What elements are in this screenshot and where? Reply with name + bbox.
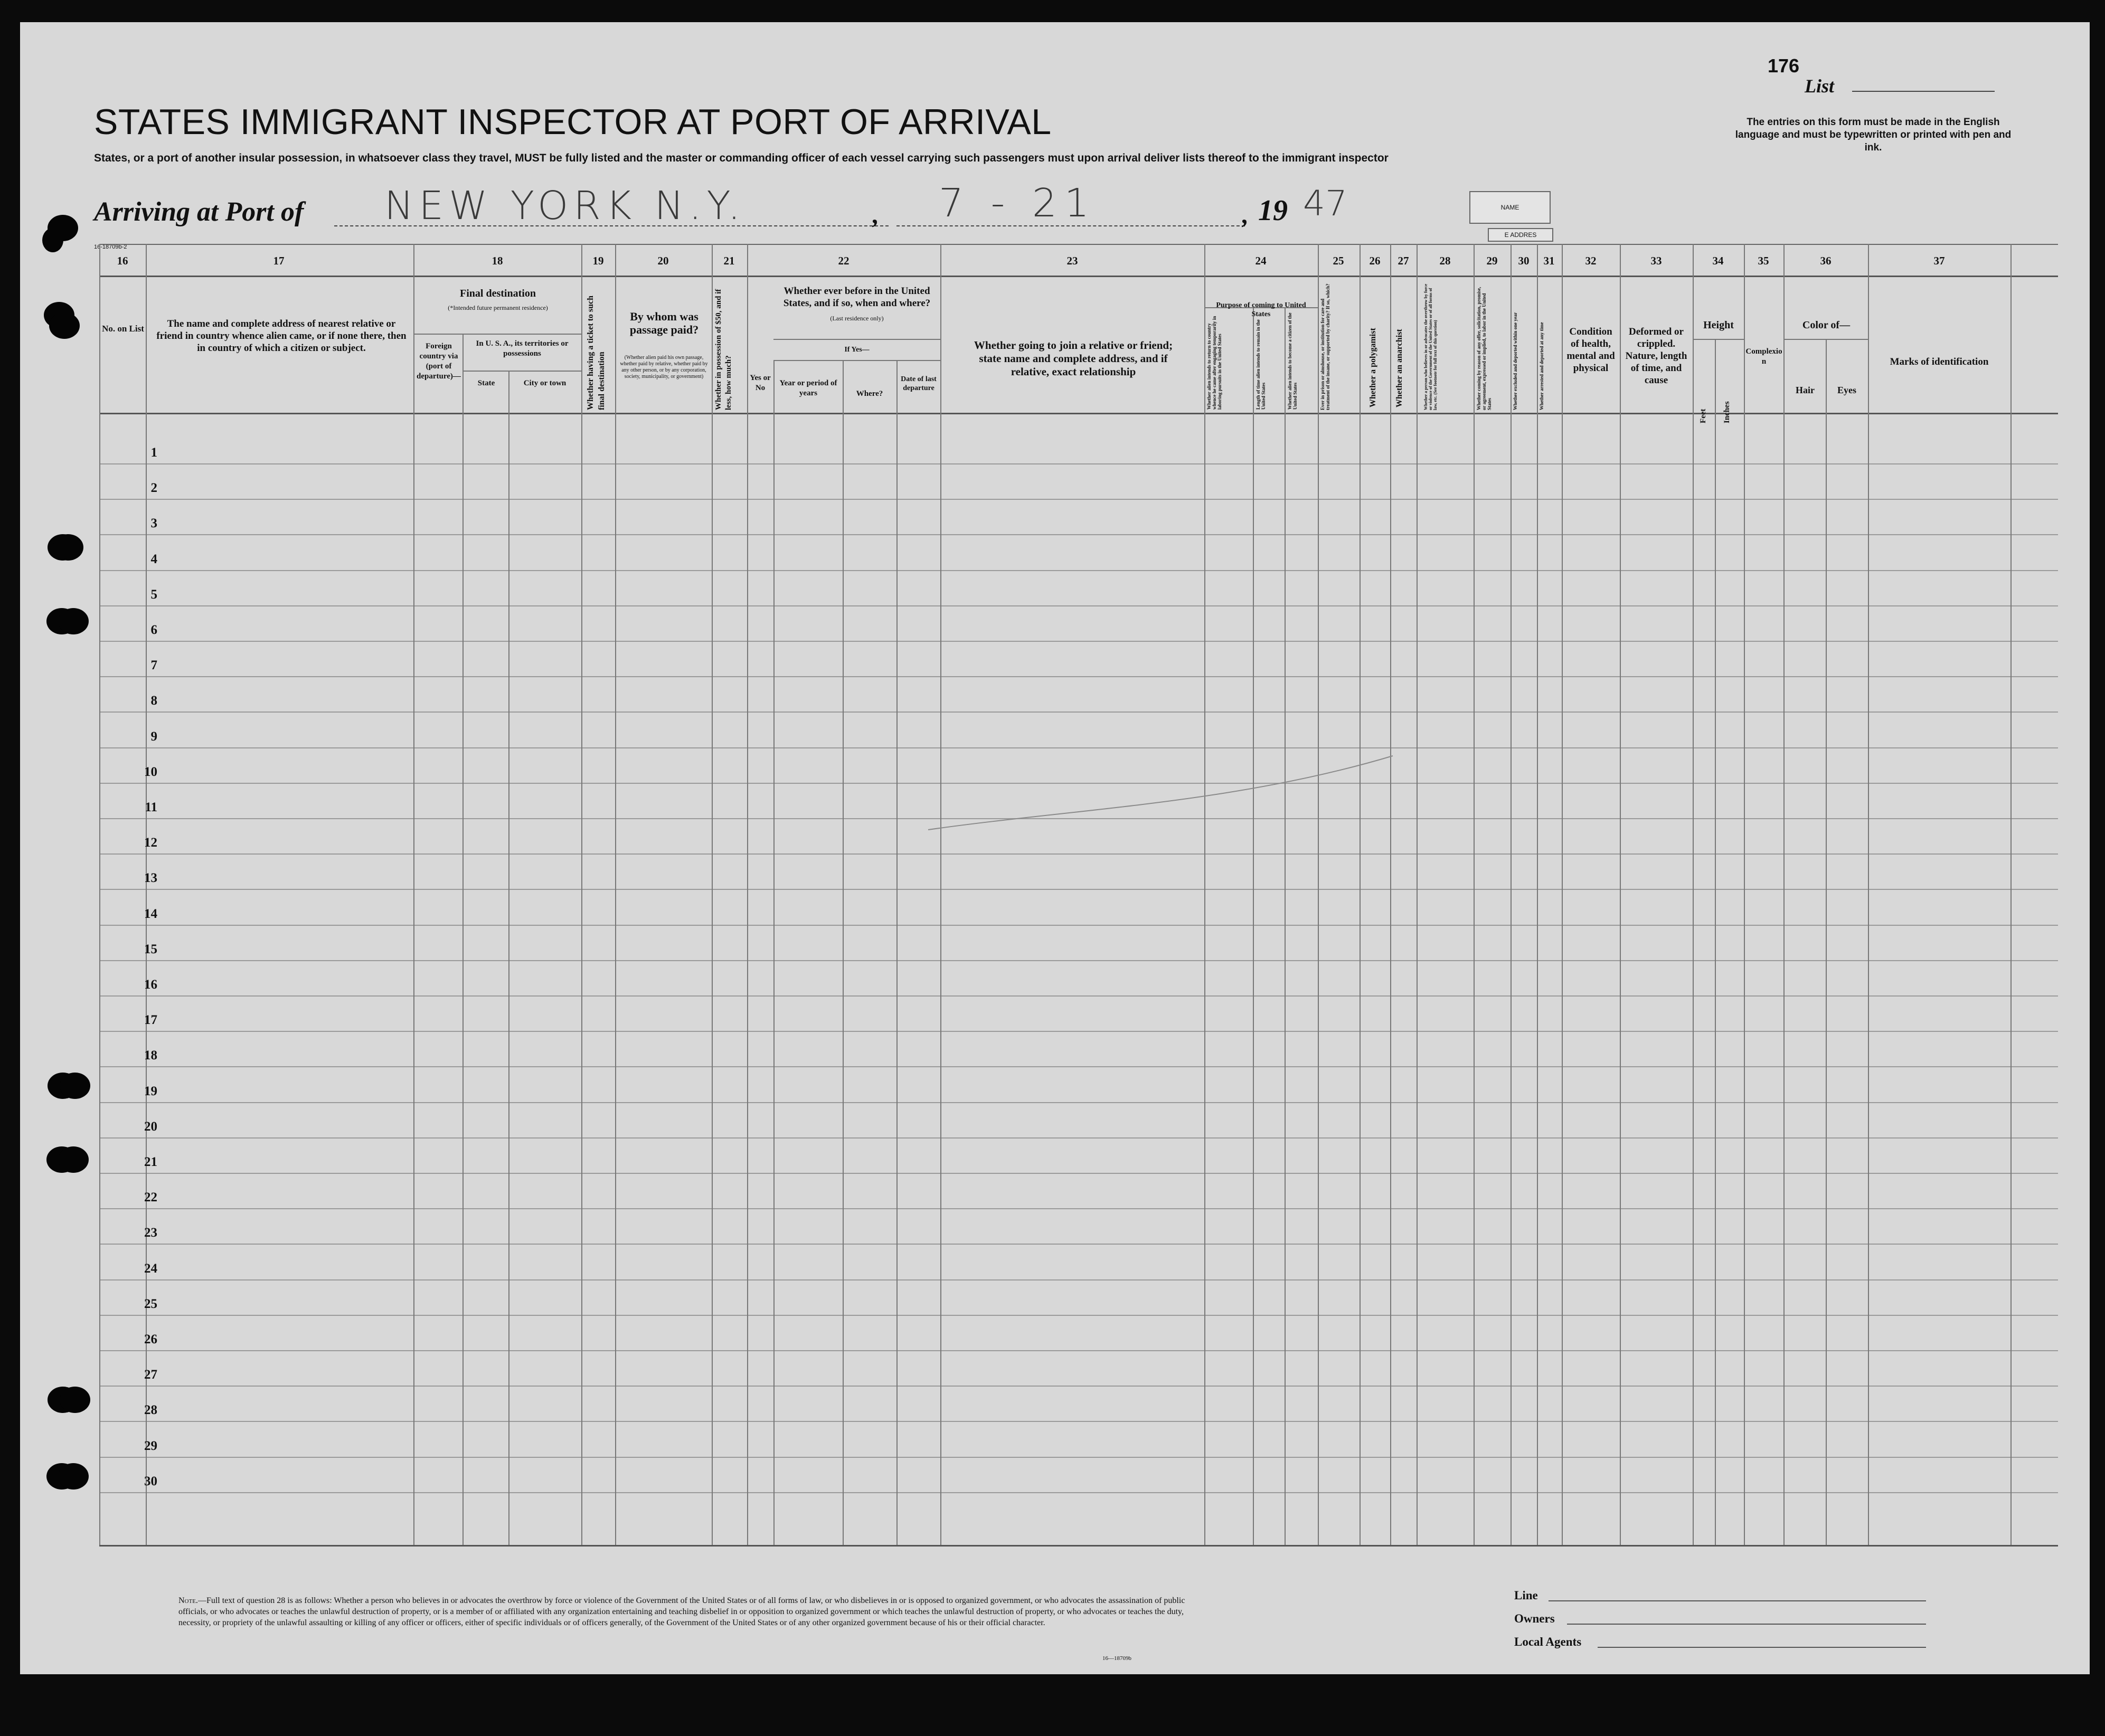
table-row (99, 712, 2058, 713)
col24-citizen: Whether alien intends to become a citizen of the United States (1287, 312, 1298, 410)
row-number: 13 (144, 871, 157, 885)
col31-header: Whether arrested and deported at any time (1539, 322, 1544, 410)
col-number: 30 (1518, 254, 1530, 267)
table-row (99, 1457, 2058, 1458)
col18-city: City or town (523, 379, 567, 387)
date-value: 7 - 21 (939, 181, 1097, 226)
table-bottom-rule (99, 1545, 2058, 1547)
row-number: 24 (144, 1261, 157, 1276)
arriving-label: Arriving at Port of (94, 197, 304, 227)
row-number: 23 (144, 1226, 157, 1240)
footnote (178, 1595, 1213, 1628)
col22-subtitle: (Last residence only) (830, 315, 884, 322)
table-row (99, 463, 2058, 464)
row-number: 17 (144, 1013, 157, 1027)
table-row (99, 534, 2058, 535)
punch-hole (42, 228, 63, 252)
col37-header: Marks of identification (1890, 356, 1989, 367)
col33-header: Deformed or crippled. Nature, length of time, and cause (1625, 326, 1687, 386)
col-number: 20 (657, 254, 669, 267)
row-number: 20 (144, 1120, 157, 1134)
table-body-rule (99, 413, 2058, 414)
stamp-name: NAME (1469, 191, 1551, 224)
col18-subtitle: (*Intended future permanent residence) (448, 304, 548, 311)
punch-hole (58, 1463, 89, 1490)
row-number: 15 (144, 942, 157, 956)
row-number: 9 (150, 729, 157, 744)
row-number: 18 (144, 1048, 157, 1063)
col-number: 25 (1333, 254, 1344, 267)
col-number: 28 (1439, 254, 1451, 267)
col-number: 17 (273, 254, 285, 267)
list-number-line (1852, 91, 1995, 92)
col16-header: No. on List (102, 324, 144, 334)
col24-length: Length of time alien intends to remain in the United States (1256, 319, 1266, 410)
col22-year: Year or period of years (779, 379, 837, 397)
col34-inches: Inches (1723, 401, 1731, 423)
col-number: 22 (838, 254, 849, 267)
line-label: Line (1514, 1589, 1538, 1602)
col24-title: Purpose of coming to United States (1216, 301, 1306, 318)
col25-header: Ever in prison or almshouse, or institution for care and treatment of the insane, or supported by charity? If so, which? (1320, 283, 1330, 410)
row-number: 22 (144, 1190, 157, 1204)
list-number: 176 (1768, 55, 1800, 77)
table-row (99, 889, 2058, 890)
table-row (99, 925, 2058, 926)
row-number: 26 (144, 1332, 157, 1346)
footnote-label: Note. (178, 1596, 198, 1605)
col19-header: Whether having a ticket to such final destination (586, 295, 606, 410)
row-number: 19 (144, 1084, 157, 1098)
form-code: 16-18709b-2 (94, 244, 127, 250)
col-number: 19 (592, 254, 604, 267)
table-row (99, 570, 2058, 571)
col-number: 16 (117, 254, 128, 267)
table-row (99, 1315, 2058, 1316)
col36-eyes: Eyes (1837, 385, 1856, 395)
port-value: NEW YORK N.Y. (384, 183, 746, 229)
col28-header: Whether a person who believes in or advocates the overthrow by force or violence of the Government of the United States or of all forms of law, etc. (See footnote for full text of this question) (1423, 283, 1438, 410)
col22-where: Where? (856, 390, 883, 398)
row-number: 25 (144, 1297, 157, 1311)
col22-if-yes: If Yes— (844, 346, 870, 354)
row-number: 2 (150, 481, 157, 495)
col18-title: Final destination (460, 288, 536, 299)
col17-header: The name and complete address of nearest relative or friend in country whence alien came, or if none there, then in country of which a citizen or subject. (156, 318, 407, 354)
col-number: 23 (1066, 254, 1078, 267)
table-header-rule (99, 276, 2058, 277)
table-row (99, 1137, 2058, 1139)
table-row (99, 1031, 2058, 1032)
col-number: 18 (492, 254, 503, 267)
col-number: 29 (1486, 254, 1498, 267)
punch-hole (58, 608, 89, 634)
col21-header: Whether in possession of $50, and if less, how much? (714, 289, 733, 410)
table-row (99, 1102, 2058, 1103)
col-number: 32 (1585, 254, 1597, 267)
col27-header: Whether an anarchist (1395, 329, 1404, 407)
col-number: 27 (1398, 254, 1409, 267)
form-title: STATES IMMIGRANT INSPECTOR AT PORT OF ARRIVAL (94, 102, 1052, 142)
row-number: 3 (150, 516, 157, 530)
row-number: 12 (144, 836, 157, 850)
year-value: 47 (1303, 183, 1347, 224)
owners-field[interactable] (1567, 1624, 1926, 1625)
line-field[interactable] (1549, 1600, 1926, 1601)
col24-return: Whether alien intends to return to country whence he came after engaging temporarily in laboring pursuits in the United States (1206, 316, 1222, 410)
table-row (99, 605, 2058, 606)
manifest-sheet: 176 List STATES IMMIGRANT INSPECTOR AT PORT OF ARRIVAL States, or a port of another insular possession, in whatsoever class they travel, MUST be fully listed and the master or commanding officer of each vessel carrying such passengers must upon arrival deliver lists thereof to the immigrant inspector The entries on this form must be made in the English language and must be typewritten or printed with pen and ink. Arriving at Port of NEW YORK N.Y. , 7 - 21 , 19 47 NAME E ADDRES 16-18709b-2 16 17 18 19 20 21 22 23 24 25 26 27 28 29 30 31 32 33 34 35 36 37 No. on List The name and complete address of nearest relative or friend in country whence alien came, or if none there, then in country of which a citizen or subject. Final destination (*Intended future permanent residence) Foreign country via (port of departure)— In U. S. A., its territories or possessions State City or town Whether having a ticket to such final destination By whom was passage paid? (Whether alien paid his own passage, whether paid by relative, whether paid by any other person, or by any corporation, society, municipality, or government) Whether in possession of $50, and if less, how much? Whether ever before in the United States, and if so, when and where? (Last residence only) If Yes— Yes or No Year or period of years Where? Date of last departure Whether going to join a relative or friend; state name and complete address, and if relative, exact relationship Purpose of coming to United States Whether alien intends to return to country whence he came after engaging temporarily in laboring pursuits in the United States Length of time alien intends to remain in the United States Whether alien intends to become a citizen of the United States Ever in prison or almshouse, or institution for care and treatment of the insane, or supported by charity? If so, which? Whether a polygamist Whether an anarchist Whether a person who believes in or advocates the overthrow by force or violence of the Government of the United States or of all forms of law, etc. (See footnote for full text of this question) Whether coming by reason of any offer, solicitation, promise, or agreement, expressed or implied, to labor in the United States Whether excluded and deported within one year Whether arrested and deported at any time Condition of health, mental and physical Deformed or crippled. Nature, length of time, and cause Height Feet Inches Complexion Color of— Hair Eyes Marks of identification 1 2 3 4 5 6 7 8 9 10 11 12 13 14 15 16 17 18 19 20 21 22 23 24 25 26 27 28 29 30 Note.—Full text of question 28 is as follows: Whether a person who believes in or advocates the overthrow by force or violence of the Government of the United States or of all forms of law, or who disbelieves in or is opposed to organized government, or who advocates the assassination of public officials, or who advocates or teaches the unlawful destruction of property, or is a member of or affiliated with any organization entertaining and teaching disbelief in or opposition to organized government or which teaches the unlawful destruction of property, or who advocates or teaches the duty, necessity, or propriety of the unlawful assaulting or killing of any officer or officers, either of specific individuals or of officers generally, of the Government of the United States or of any other organized government because of his or their official character. 16—18709b Line Owners Local Agents (20, 22, 2090, 1674)
table-row (99, 960, 2058, 961)
col18-usa: In U. S. A., its territories or possessions (476, 339, 569, 358)
stamp-address: E ADDRES (1488, 228, 1553, 242)
year-prefix: 19 (1258, 194, 1288, 227)
form-subtitle: States, or a port of another insular possession, in whatsoever class they travel, MUST be fully listed and the master or commanding officer of each vessel carrying such passengers must upon arrival deliver lists thereof to the immigrant inspector (94, 152, 1389, 164)
col36-hair: Hair (1796, 385, 1815, 395)
col34-title: Height (1703, 319, 1734, 331)
row-number: 1 (150, 445, 157, 460)
row-number: 11 (145, 800, 157, 814)
col-number: 36 (1820, 254, 1832, 267)
col26-header: Whether a polygamist (1368, 328, 1377, 407)
row-number: 29 (144, 1439, 157, 1453)
col-number: 37 (1933, 254, 1945, 267)
punch-hole (60, 1387, 90, 1413)
row-number: 14 (144, 907, 157, 921)
agents-label: Local Agents (1514, 1635, 1582, 1648)
table-row (99, 1244, 2058, 1245)
col18-state: State (477, 379, 495, 387)
row-number: 4 (150, 552, 157, 566)
owners-label: Owners (1514, 1612, 1555, 1625)
row-number: 30 (144, 1474, 157, 1488)
col20-subtitle: (Whether alien paid his own passage, whether paid by relative, whether paid by any other person, or by any corporation, society, municipality, or government) (620, 355, 708, 380)
col22-title: Whether ever before in the United States, and if so, when and where? (783, 286, 931, 309)
col29-header: Whether coming by reason of any offer, solicitation, promise, or agreement, expressed or implied, to labor in the United States (1476, 287, 1492, 410)
col-number: 34 (1712, 254, 1724, 267)
table-row (99, 499, 2058, 500)
table-row (99, 641, 2058, 642)
col32-header: Condition of health, mental and physical (1566, 326, 1615, 374)
col-number: 35 (1758, 254, 1769, 267)
col22-yes-no: Yes or No (750, 374, 771, 392)
table-row (99, 676, 2058, 677)
col22-date: Date of last departure (901, 375, 937, 392)
table-row (99, 1208, 2058, 1209)
table-row (99, 1066, 2058, 1067)
col36-title: Color of— (1802, 319, 1851, 331)
footnote-code: 16—18709b (1102, 1655, 1131, 1662)
table-row (99, 1492, 2058, 1493)
col20-title: By whom was passage paid? (629, 310, 699, 336)
col-number: 26 (1369, 254, 1381, 267)
col18-foreign: Foreign country via (port of departure)— (417, 342, 461, 381)
col-number: 21 (723, 254, 735, 267)
col30-header: Whether excluded and deported within one year (1513, 312, 1518, 410)
form-instructions: The entries on this form must be made in the English language and must be typewritten or printed with pen and ink. (1735, 117, 2012, 153)
col34-feet: Feet (1699, 409, 1707, 423)
row-number: 28 (144, 1403, 157, 1417)
table-row (99, 1386, 2058, 1387)
row-number: 8 (150, 694, 157, 708)
col35-header: Complexion (1745, 347, 1782, 366)
agents-field[interactable] (1598, 1647, 1926, 1648)
row-number: 10 (144, 765, 157, 779)
row-number: 6 (150, 623, 157, 637)
row-number: 7 (150, 658, 157, 672)
footnote-text: —Full text of question 28 is as follows: Whether a person who believes in or advocates the overthrow by force or violence of the Government of the United States or of all forms of law, or who disbelieves in or is opposed to organized government, or who advocates the assassination of public officials, or who advocates or teaches the unlawful destruction of property, or is a member of or affiliated with any organization entertaining and teaching disbelief in or opposition to organized government or which teaches the unlawful destruction of property, or who advocates or teaches the duty, necessity, or propriety of the unlawful assaulting or killing of any officer or officers, either of specific individuals or of officers generally, of the Government of the United States or of any other organized government because of his or their official character. (178, 1596, 1185, 1627)
punch-hole (53, 534, 83, 561)
col-number: 24 (1255, 254, 1267, 267)
row-number: 16 (144, 978, 157, 992)
table-row (99, 853, 2058, 855)
punch-hole (58, 1146, 89, 1173)
punch-hole (60, 1073, 90, 1099)
punch-hole (49, 312, 80, 339)
table-row (99, 1350, 2058, 1351)
pencil-stroke (918, 745, 1403, 851)
table-row (99, 1279, 2058, 1280)
table-row (99, 995, 2058, 997)
table-row (99, 1421, 2058, 1422)
col-number: 31 (1543, 254, 1555, 267)
col23-header: Whether going to join a relative or friend; state name and complete address, and if relative, exact relationship (974, 339, 1173, 378)
table-top-rule (99, 244, 2058, 245)
row-number: 27 (144, 1368, 157, 1382)
col-number: 33 (1650, 254, 1662, 267)
row-number: 21 (144, 1155, 157, 1169)
table-row (99, 1173, 2058, 1174)
row-number: 5 (150, 587, 157, 602)
list-label: List (1805, 75, 1835, 97)
